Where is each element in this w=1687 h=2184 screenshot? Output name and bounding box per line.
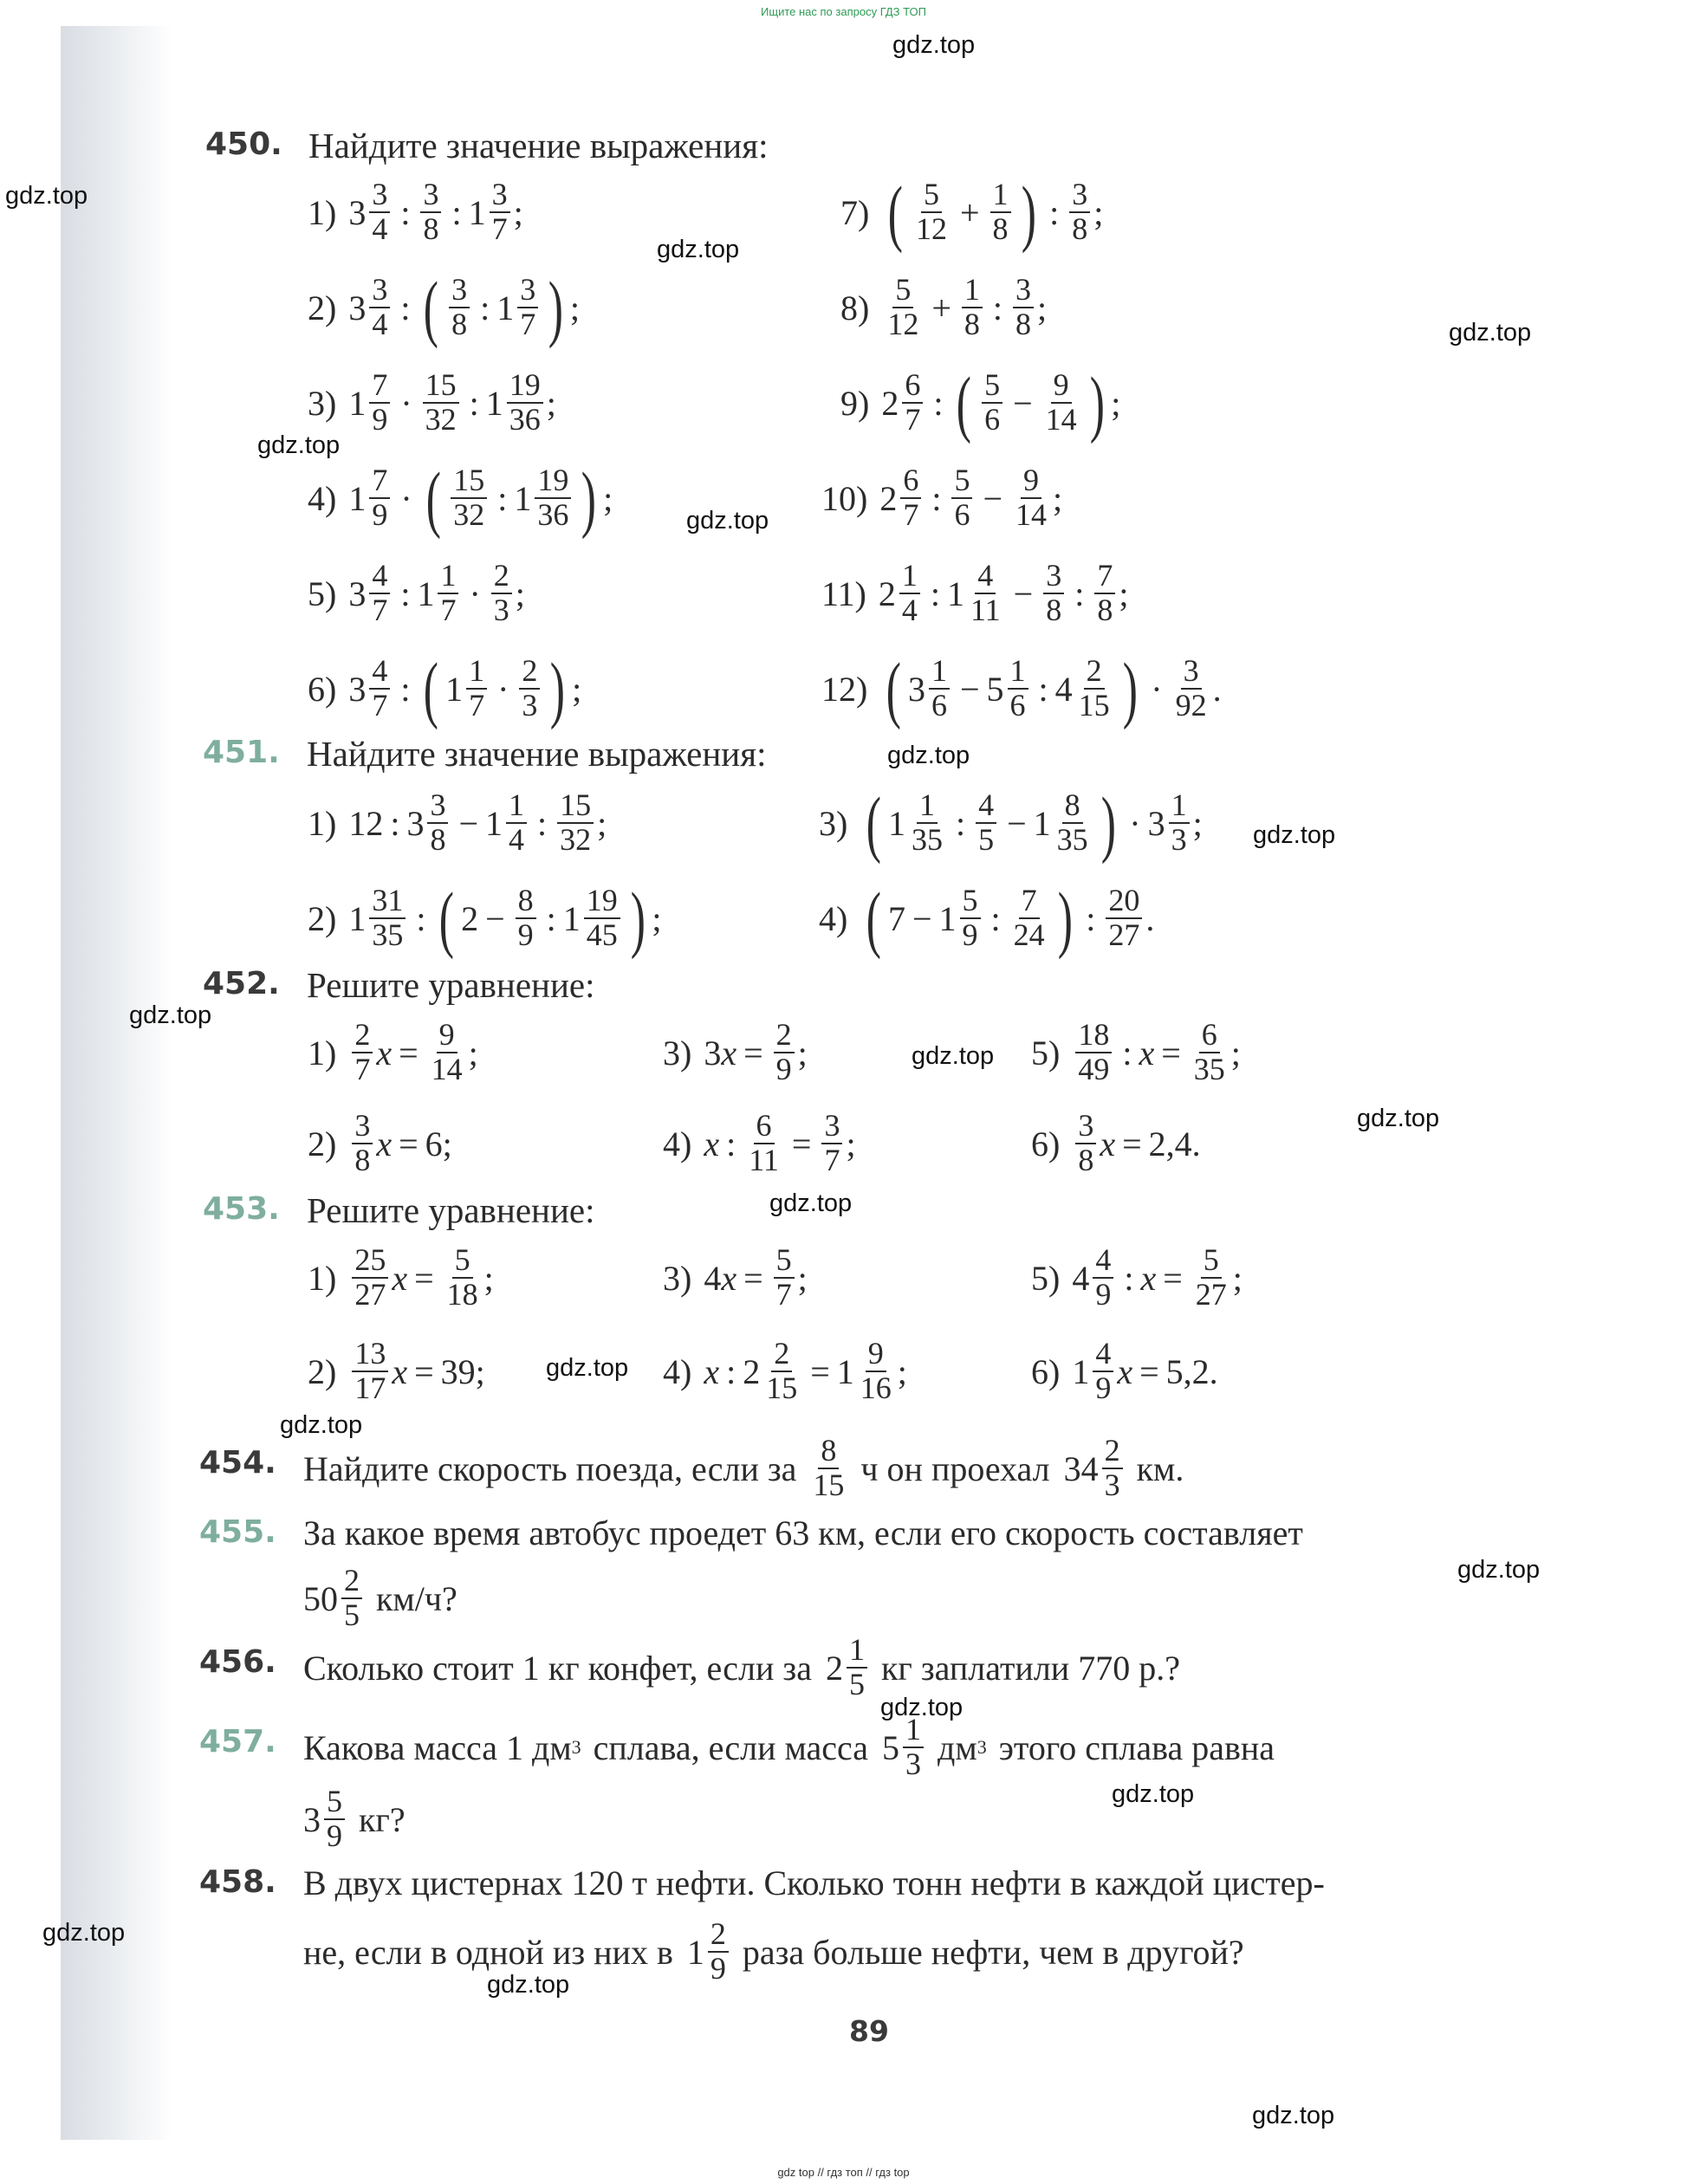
- item-label: 1): [308, 192, 337, 232]
- text-part: раза больше нефти, чем в другой?: [742, 1932, 1244, 1972]
- expression-451-3: 3) ( 1 $\frac{1}{35}$ : $\frac{4}{5}$ − 1 $\frac{8}{35}$ ) · 3 $\frac{1}{3}$ ;: [819, 781, 1203, 865]
- item-label: 3): [819, 803, 848, 843]
- watermark: gdz.top: [686, 507, 769, 535]
- bottom-note: gdz top // гдз топ // гдз top: [777, 2166, 910, 2179]
- watermark: gdz.top: [769, 1189, 853, 1217]
- watermark: gdz.top: [657, 236, 740, 263]
- text-part: км.: [1136, 1448, 1184, 1488]
- problem-number: 455.: [199, 1514, 276, 1550]
- expression-450-1: 1) 3 $\frac{3}{4}$ : $\frac{3}{8}$ : 1 $\frac{3}{7}$ ;: [308, 177, 523, 246]
- problem-text: 3 $\frac{5}{9}$ кг?: [303, 1784, 406, 1853]
- problem-text: 50 $\frac{2}{5}$ км/ч?: [303, 1563, 457, 1632]
- watermark: gdz.top: [1112, 1780, 1195, 1808]
- text-part: Найдите скорость поезда, если за: [303, 1448, 797, 1488]
- text-part: км/ч?: [376, 1578, 457, 1618]
- text-part: Какова масса 1 дм: [303, 1727, 572, 1767]
- item-label: 1): [308, 803, 337, 843]
- equation-452-4: 4) x : $\frac{6}{11}$ = $\frac{3}{7}$ ;: [663, 1108, 856, 1177]
- watermark: gdz.top: [880, 1694, 964, 1721]
- item-label: 10): [821, 478, 868, 518]
- expression-450-10: 10) 2 $\frac{6}{7}$ : $\frac{5}{6}$ − $\frac{9}{14}$ ;: [821, 463, 1063, 532]
- item-label: 4): [308, 478, 337, 518]
- text-part: кг?: [359, 1799, 406, 1839]
- problem-heading: Найдите значение выражения:: [308, 126, 769, 165]
- problem-number: 450.: [205, 126, 282, 162]
- problem-heading: Решите уравнение:: [307, 965, 595, 1005]
- problem-number: 453.: [203, 1191, 280, 1227]
- problem-text: Сколько стоит 1 кг конфет, если за 2 $\frac{1}{5}$ кг заплатили 770 р.?: [303, 1632, 1180, 1701]
- item-label: 2): [308, 288, 337, 327]
- watermark: gdz.top: [42, 1919, 126, 1947]
- problem-heading: Найдите значение выражения:: [307, 734, 767, 774]
- expression-450-7: 7) ( $\frac{5}{12}$ + $\frac{1}{8}$ ) : $\frac{3}{8}$ ;: [840, 171, 1104, 254]
- item-label: 4): [819, 898, 848, 938]
- watermark: gdz.top: [546, 1354, 629, 1382]
- expression-450-9: 9) 2 $\frac{6}{7}$ : ( $\frac{5}{6}$ − $\frac{9}{14}$ ) ;: [840, 361, 1121, 444]
- item-label: 8): [840, 288, 870, 327]
- equation-453-1: 1) $\frac{25}{27}$ x = $\frac{5}{18}$ ;: [308, 1242, 494, 1312]
- text-part: сплава, если масса: [593, 1727, 869, 1767]
- equation-452-6: 6) $\frac{3}{8}$ x = 2,4.: [1031, 1108, 1201, 1177]
- expression-450-12: 12) ( 3 $\frac{1}{6}$ − 5 $\frac{1}{6}$ : 4 $\frac{2}{15}$ ) · $\frac{3}{92}$ .: [821, 647, 1222, 730]
- problem-number: 457.: [199, 1724, 276, 1760]
- item-label: 6): [308, 669, 337, 709]
- equation-452-5: 5) $\frac{18}{49}$ : x = $\frac{6}{35}$ ;: [1031, 1017, 1241, 1086]
- item-label: 6): [1031, 1351, 1061, 1391]
- expression-450-4: 4) 1 $\frac{7}{9}$ · ( $\frac{15}{32}$ : 1 $\frac{19}{36}$ ) ;: [308, 457, 613, 540]
- problem-number: 454.: [199, 1445, 276, 1481]
- item-label: 1): [308, 1033, 337, 1073]
- watermark: gdz.top: [1457, 1556, 1541, 1584]
- problem-number: 456.: [199, 1644, 276, 1680]
- page-binding-shadow: [61, 26, 173, 2140]
- equation-453-6: 6) 1 $\frac{4}{9}$ x = 5,2.: [1031, 1336, 1218, 1405]
- equation-453-5: 5) 4 $\frac{4}{9}$ : x = $\frac{5}{27}$ ;: [1031, 1242, 1243, 1312]
- item-label: 7): [840, 192, 870, 232]
- text-part: кг заплатили 770 р.?: [880, 1648, 1180, 1688]
- item-label: 3): [663, 1258, 692, 1298]
- item-label: 5): [1031, 1033, 1061, 1073]
- watermark: gdz.top: [257, 431, 341, 459]
- watermark: gdz.top: [1253, 821, 1336, 849]
- item-label: 2): [308, 1124, 337, 1163]
- problem-text: За какое время автобус проедет 63 км, если его скорость составляет: [303, 1513, 1303, 1552]
- text-part: не, если в одной из них в: [303, 1932, 673, 1972]
- text-part: дм: [938, 1727, 977, 1767]
- text-part: ч он проехал: [860, 1448, 1050, 1488]
- problem-text: В двух цистернах 120 т нефти. Сколько тонн нефти в каждой цистер-: [303, 1863, 1325, 1902]
- watermark: gdz.top: [1252, 2102, 1335, 2129]
- item-label: 2): [308, 1351, 337, 1391]
- watermark: gdz.top: [1357, 1105, 1440, 1132]
- watermark: gdz.top: [5, 182, 88, 210]
- page-number: 89: [849, 2014, 889, 2048]
- watermark: gdz.top: [487, 1971, 570, 1999]
- expression-450-5: 5) 3 $\frac{4}{7}$ : 1 $\frac{1}{7}$ · $\frac{2}{3}$ ;: [308, 558, 525, 627]
- watermark: gdz.top: [892, 31, 976, 59]
- watermark: gdz.top: [887, 742, 970, 769]
- item-label: 5): [308, 574, 337, 613]
- expression-450-11: 11) 2 $\frac{1}{4}$ : 1 $\frac{4}{11}$ − $\frac{3}{8}$ : $\frac{7}{8}$ ;: [821, 558, 1129, 627]
- expression-451-4: 4) ( 7 − 1 $\frac{5}{9}$ : $\frac{7}{24}$ ) : $\frac{20}{27}$ .: [819, 877, 1155, 960]
- item-label: 3): [663, 1033, 692, 1073]
- expression-450-3: 3) 1 $\frac{7}{9}$ · $\frac{15}{32}$ : 1 $\frac{19}{36}$ ;: [308, 367, 556, 437]
- expression-451-2: 2) 1 $\frac{31}{35}$ : ( 2 − $\frac{8}{9}$ : 1 $\frac{19}{45}$ ) ;: [308, 877, 662, 960]
- top-note: Ищите нас по запросу ГДЗ ТОП: [761, 5, 926, 18]
- item-label: 1): [308, 1258, 337, 1298]
- watermark: gdz.top: [912, 1042, 995, 1070]
- expression-450-2: 2) 3 $\frac{3}{4}$ : ( $\frac{3}{8}$ : 1 $\frac{3}{7}$ ) ;: [308, 266, 580, 349]
- problem-number: 458.: [199, 1864, 276, 1900]
- item-label: 2): [308, 898, 337, 938]
- equation-452-2: 2) $\frac{3}{8}$ x = 6;: [308, 1108, 452, 1177]
- problem-text: Найдите скорость поезда, если за $\frac{8}{15}$ ч он проехал 34 $\frac{2}{3}$ км.: [303, 1433, 1184, 1502]
- item-label: 3): [308, 383, 337, 423]
- problem-text: не, если в одной из них в 1 $\frac{2}{9}$ раза больше нефти, чем в другой?: [303, 1916, 1244, 1986]
- item-label: 9): [840, 383, 870, 423]
- item-label: 5): [1031, 1258, 1061, 1298]
- expression-450-6: 6) 3 $\frac{4}{7}$ : ( 1 $\frac{1}{7}$ · $\frac{2}{3}$ ) ;: [308, 647, 582, 730]
- equation-452-3: 3) 3x = $\frac{2}{9}$ ;: [663, 1017, 808, 1086]
- expression-451-1: 1) 12 : 3 $\frac{3}{8}$ − 1 $\frac{1}{4}$ : $\frac{15}{32}$ ;: [308, 787, 607, 857]
- item-label: 11): [821, 574, 866, 613]
- item-label: 12): [821, 669, 868, 709]
- equation-453-2: 2) $\frac{13}{17}$ x = 39;: [308, 1336, 485, 1405]
- problem-number: 452.: [203, 966, 280, 1001]
- text-part: этого сплава равна: [998, 1727, 1275, 1767]
- watermark: gdz.top: [1449, 319, 1532, 347]
- problem-heading: Решите уравнение:: [307, 1190, 595, 1230]
- equation-452-1: 1) $\frac{2}{7}$ x = $\frac{9}{14}$ ;: [308, 1017, 478, 1086]
- item-label: 6): [1031, 1124, 1061, 1163]
- watermark: gdz.top: [129, 1001, 212, 1029]
- watermark: gdz.top: [280, 1411, 363, 1439]
- problem-number: 451.: [203, 735, 280, 770]
- equation-453-4: 4) x : 2 $\frac{2}{15}$ = 1 $\frac{9}{16}$ ;: [663, 1336, 907, 1405]
- equation-453-3: 3) 4x = $\frac{5}{7}$ ;: [663, 1242, 808, 1312]
- text-part: Сколько стоит 1 кг конфет, если за: [303, 1648, 812, 1688]
- item-label: 4): [663, 1351, 692, 1391]
- item-label: 4): [663, 1124, 692, 1163]
- problem-text: Какова масса 1 дм 3 сплава, если масса 5 $\frac{1}{3}$ дм 3 этого сплава равна: [303, 1712, 1275, 1781]
- expression-450-8: 8) $\frac{5}{12}$ + $\frac{1}{8}$ : $\frac{3}{8}$ ;: [840, 272, 1048, 341]
